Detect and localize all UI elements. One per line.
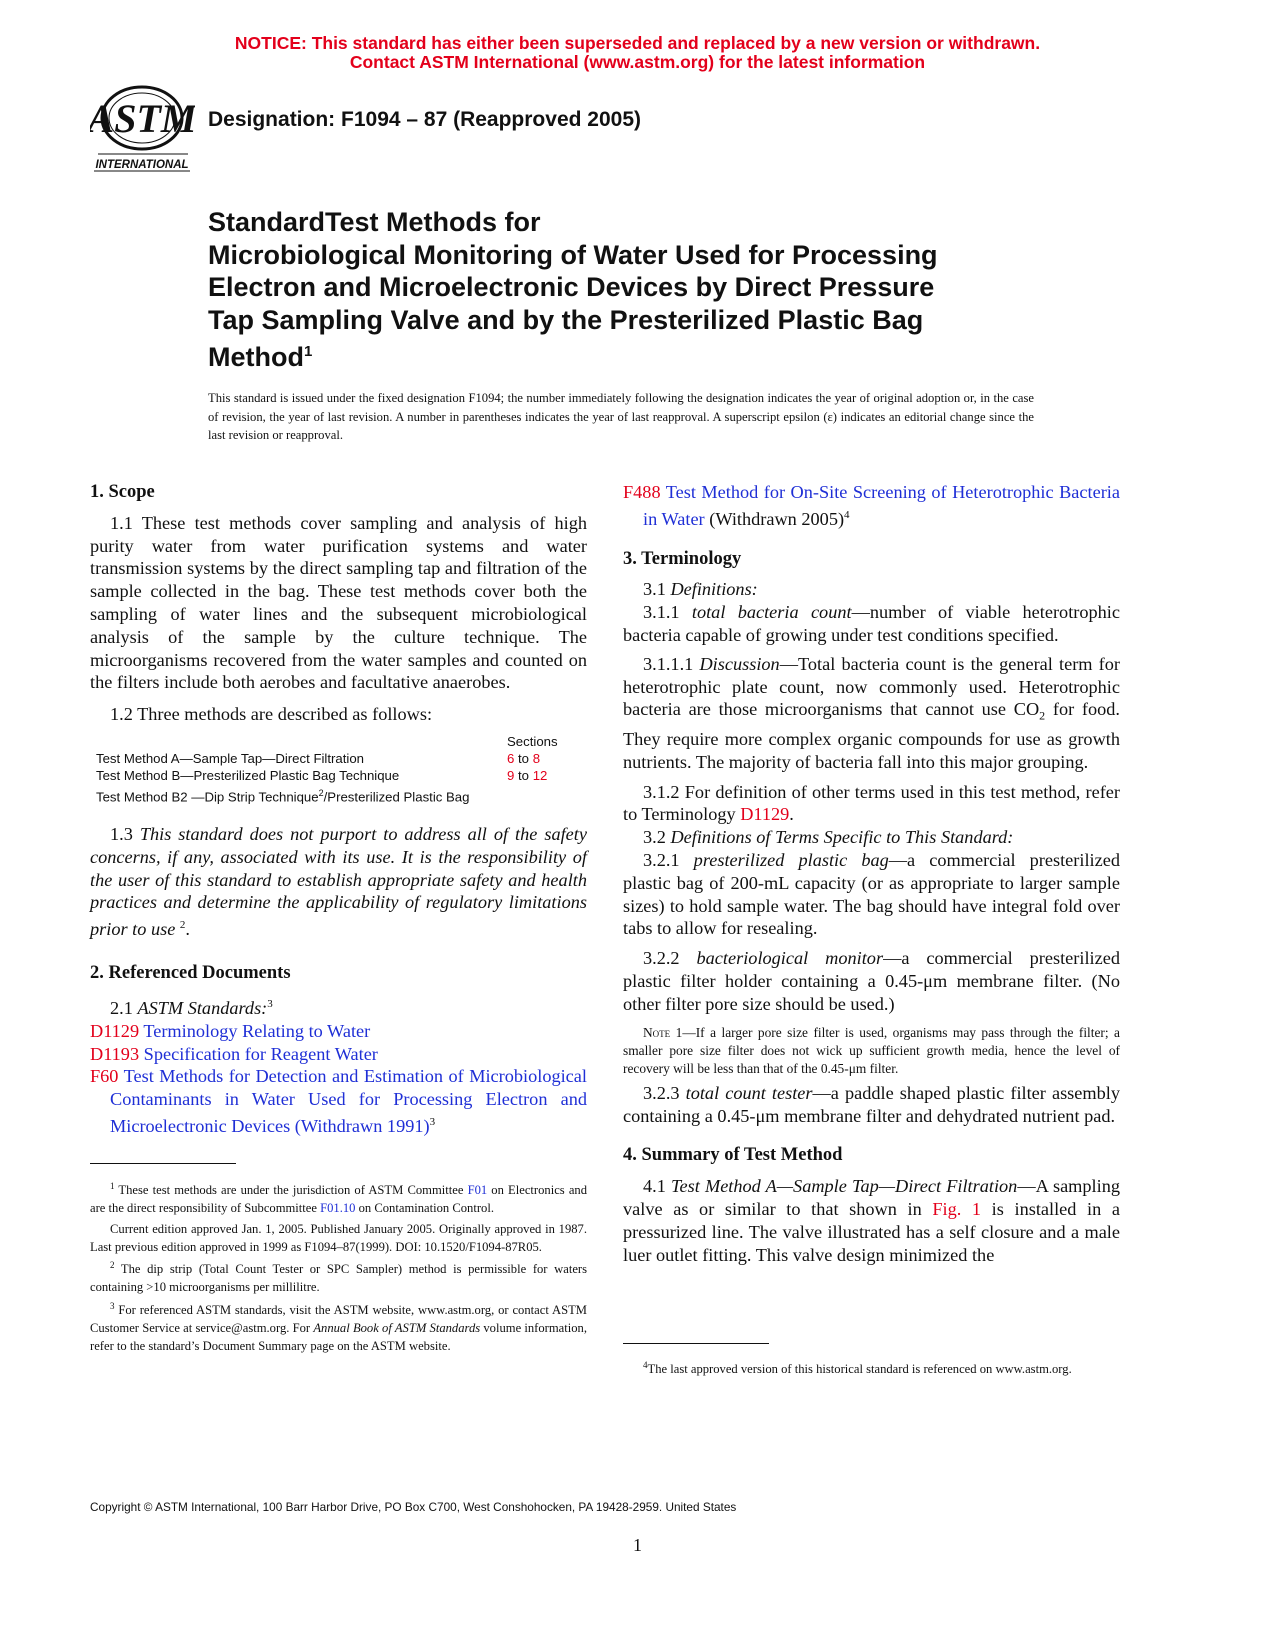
para-3-1-1-num: 3.1.1 xyxy=(643,602,680,623)
para-3-2-num: 3.2 xyxy=(643,827,666,848)
para-3-1-1 xyxy=(623,601,1120,647)
para-3-1-1-term: total bacteria count xyxy=(691,602,852,623)
method-b2-sup: 2 xyxy=(318,787,324,798)
title-line-5 xyxy=(208,336,1088,374)
terminology-d1129-link[interactable]: D1129 xyxy=(740,804,790,825)
footnote-4-text: The last approved version of this historical standard is referenced on www.astm.org. xyxy=(647,1362,1072,1377)
method-a-sections xyxy=(507,751,540,768)
footnote-1-text-b: on Electronics and are the direct responsibility of Subcommittee xyxy=(90,1183,588,1216)
co2-subscript: 2 xyxy=(1039,709,1046,724)
subcommittee-f01-10-link[interactable]: F01.10 xyxy=(320,1201,356,1216)
para-3-2 xyxy=(623,826,1120,849)
para-3-2-3-num: 3.2.3 xyxy=(643,1082,680,1103)
para-3-1-1-text: —number of viable heterotrophic bacteria capable of growing under test conditions specified. xyxy=(623,602,1120,646)
para-1-3 xyxy=(90,823,587,941)
footnote-4-mark: 4 xyxy=(643,1360,648,1370)
section-scope-heading: 1. Scope xyxy=(90,482,155,502)
ref-f60-title-link[interactable]: Test Methods for Detection and Estimation of Microbiological Contaminants in Water Used for Processing Electron and Microelectronic Devices (Withdrawn 1991) xyxy=(110,1066,587,1137)
footnote-3 xyxy=(90,1297,587,1356)
section-terminology-heading: 3. Terminology xyxy=(623,548,742,569)
figure-1-link[interactable]: Fig. 1 xyxy=(932,1199,982,1220)
page-title xyxy=(208,206,1088,374)
method-b-to-word: to xyxy=(518,767,530,783)
para-4-1-text-b: is installed in a pressurized line. The valve illustrated has a self closure and a male luer outlet fitting. This valve design minimized the xyxy=(623,1199,1120,1265)
footnote-1-edition: Current edition approved Jan. 1, 2005. Published January 2005. Originally approved in 1987. Last previous edition approved in 1999 as F1094–87(1999). DOI: 10.1520/F1094-87R05. xyxy=(90,1221,587,1254)
page-number: 1 xyxy=(633,1535,642,1555)
footnote-2 xyxy=(90,1256,587,1297)
note-1-text: —If a larger pore size filter is used, organisms may pass through the filter; a smaller pore size filter does not wick up sufficient growth media, hence the level of recovery will be less than that of the 0.45-μm filter. xyxy=(623,1025,1120,1077)
notice-line-2: Contact ASTM International (www.astm.org) for the latest information xyxy=(349,52,926,72)
para-1-3-sup: 2 xyxy=(179,919,186,932)
para-3-2-3 xyxy=(623,1082,1120,1128)
footnote-3-text-a: For referenced ASTM standards, visit the ASTM website, www.astm.org, or contact ASTM Customer Service at service@astm.org. For xyxy=(90,1302,587,1335)
para-3-2-2-num: 3.2.2 xyxy=(643,948,680,969)
para-1-3-end: . xyxy=(185,919,190,940)
title-line-3: Electron and Microelectronic Devices by Direct Pressure xyxy=(208,272,935,302)
footnote-2-mark: 2 xyxy=(110,1260,115,1270)
method-b-sections xyxy=(507,768,547,785)
notice-banner xyxy=(0,34,1275,72)
note-1 xyxy=(623,1024,1120,1077)
ref-d1129 xyxy=(90,1020,587,1043)
method-b-from-link[interactable]: 9 xyxy=(507,767,515,783)
title-line-4: Tap Sampling Valve and by the Presterilized Plastic Bag xyxy=(208,304,924,335)
footnote-1-text-c: on Contamination Control. xyxy=(355,1201,494,1216)
para-4-1 xyxy=(623,1175,1120,1266)
para-2-1-num: 2.1 xyxy=(110,997,133,1018)
ref-d1193-title-link[interactable]: Specification for Reagent Water xyxy=(143,1043,378,1064)
para-2-1 xyxy=(90,993,587,1020)
method-b-label: Test Method B—Presterilized Plastic Bag Technique xyxy=(96,767,400,783)
footnotes-left xyxy=(90,1177,587,1355)
para-3-1-1-1-end: for food. They require more complex organic compounds for use as growth nutrients. The majority of bacteria fall into this major grouping. xyxy=(623,699,1120,772)
astm-logo-icon xyxy=(90,84,195,174)
method-b2-label xyxy=(96,785,476,806)
ref-f488-tail: (Withdrawn 2005) xyxy=(704,508,845,529)
ref-f60-code-link[interactable]: F60 xyxy=(90,1066,119,1087)
para-1-1: 1.1 These test methods cover sampling and analysis of high purity water from water purification systems and water transmission systems by the direct sampling tap and filtration of the sample collected in the bag. These test methods cover both the sampling of water lines and the subsequent microbiological analysis of the sample by the culture technique. The microorganisms recovered from the water samples and counted on the filters include both aerobes and facultative anaerobes. xyxy=(90,512,587,693)
left-column xyxy=(90,481,587,1138)
para-3-2-1-text: —a commercial presterilized plastic bag of 200-mL capacity (or as appropriate to larger sample sizes) to hold sample water. The bag should have integral fold over tabs to allow for resealing. xyxy=(623,849,1120,939)
footnote-1 xyxy=(90,1177,587,1218)
note-1-label: Note 1 xyxy=(643,1025,683,1041)
ref-f488-title-link[interactable]: Test Method for On-Site Screening of Heterotrophic Bacteria in Water xyxy=(643,482,1120,529)
para-3-1-1-1 xyxy=(623,653,1120,774)
logo-caption: INTERNATIONAL xyxy=(95,159,189,171)
para-3-1-2-text: 3.1.2 For definition of other terms used in this test method, refer to Terminology xyxy=(623,781,1120,825)
method-b-to-link[interactable]: 12 xyxy=(532,767,548,783)
para-3-1-2 xyxy=(623,781,1120,827)
para-3-2-3-term: total count tester xyxy=(685,1082,813,1103)
para-4-1-num: 4.1 xyxy=(643,1176,666,1197)
para-2-1-text: ASTM Standards: xyxy=(137,997,268,1018)
para-3-2-1 xyxy=(623,849,1120,940)
ref-f60 xyxy=(90,1065,587,1137)
issued-note: This standard is issued under the fixed designation F1094; the number immediately following the designation indicates the year of original adoption or, in the case of revision, the year of last revision. A number in parentheses indicates the year of last reapproval. A superscript epsilon (ε) indicates an editorial change since the last revision or reapproval. xyxy=(208,391,1034,443)
method-a-to-word: to xyxy=(518,750,530,766)
footnotes-right xyxy=(623,1356,1120,1378)
method-a-to-link[interactable]: 8 xyxy=(532,750,541,766)
para-1-2: 1.2 Three methods are described as follows: xyxy=(110,704,433,725)
ref-d1129-code-link[interactable]: D1129 xyxy=(90,1020,140,1041)
para-4-1-text-a: —A sampling valve as or similar to that shown in xyxy=(623,1176,1120,1220)
para-3-2-text: Definitions of Terms Specific to This Standard: xyxy=(670,827,1014,848)
footnote-3-italic: Annual Book of ASTM Standards xyxy=(313,1320,481,1335)
ref-f488 xyxy=(623,481,1120,531)
para-3-1-1-1-term: Discussion xyxy=(699,653,780,674)
para-3-1-1-1-num: 3.1.1.1 xyxy=(643,653,694,674)
para-3-2-2 xyxy=(623,947,1120,1015)
ref-d1129-title-link[interactable]: Terminology Relating to Water xyxy=(143,1020,371,1041)
para-3-2-3-text: —a paddle shaped plastic filter assembly containing a 0.45-μm membrane filter and dehydrated nutrient pad. xyxy=(623,1082,1120,1126)
footnote-1-mark: 1 xyxy=(110,1181,115,1191)
para-3-1 xyxy=(623,578,1120,601)
ref-d1193-code-link[interactable]: D1193 xyxy=(90,1043,140,1064)
committee-f01-link[interactable]: F01 xyxy=(467,1183,488,1198)
para-3-2-2-text: —a commercial presterilized plastic filter holder containing a 0.45-μm membrane filter. (No other filter pore size should be used.) xyxy=(623,948,1120,1014)
footnote-1-text-a: These test methods are under the jurisdiction of ASTM Committee xyxy=(118,1183,468,1198)
para-3-1-num: 3.1 xyxy=(643,579,666,600)
ref-d1193 xyxy=(90,1043,587,1066)
para-2-1-sup: 3 xyxy=(267,997,273,1010)
title-footnote-mark: 1 xyxy=(303,343,313,360)
ref-f60-sup: 3 xyxy=(429,1115,436,1128)
notice-line-1: NOTICE: This standard has either been superseded and replaced by a new version or withdrawn. xyxy=(234,33,1041,53)
para-3-2-2-term: bacteriological monitor xyxy=(696,948,884,969)
ref-f488-sup: 4 xyxy=(844,508,850,521)
footnote-divider-right xyxy=(623,1343,769,1344)
copyright: Copyright © ASTM International, 100 Barr Harbor Drive, PO Box C700, West Conshohocken, PA 19428-2959. United States xyxy=(90,1500,737,1514)
section-summary-heading: 4. Summary of Test Method xyxy=(623,1145,843,1166)
para-3-2-1-term: presterilized plastic bag xyxy=(693,849,889,870)
svg-text:ASTM: ASTM xyxy=(90,96,195,141)
title-line-1: StandardTest Methods for xyxy=(208,207,541,237)
method-b2-text-b: /Presterilized Plastic Bag xyxy=(323,789,470,805)
right-column xyxy=(623,481,1120,1266)
method-b2-text-a: Test Method B2 —Dip Strip Technique xyxy=(96,789,319,805)
sections-header: Sections xyxy=(507,733,558,749)
para-3-1-text: Definitions: xyxy=(670,579,758,600)
ref-f488-code-link[interactable]: F488 xyxy=(623,482,661,502)
footnote-3-text-b: volume information, refer to the standard’s Document Summary page on the ASTM website. xyxy=(90,1320,587,1354)
method-a-from-link[interactable]: 6 xyxy=(507,750,515,766)
para-1-3-text: This standard does not purport to address all of the safety concerns, if any, associated with its use. It is the responsibility of the user of this standard to establish appropriate safety and health practices and determine the applicability of regulatory limitations prior to use xyxy=(90,823,587,940)
footnote-4 xyxy=(623,1356,1120,1378)
para-1-3-num: 1.3 xyxy=(110,823,133,844)
section-refdocs-heading: 2. Referenced Documents xyxy=(90,963,291,984)
methods-table xyxy=(90,728,587,823)
title-line-2: Microbiological Monitoring of Water Used for Processing xyxy=(208,239,938,270)
method-a-label: Test Method A—Sample Tap—Direct Filtration xyxy=(96,750,365,766)
para-3-1-2-end: . xyxy=(789,804,794,825)
para-4-1-term: Test Method A—Sample Tap—Direct Filtration xyxy=(671,1176,1018,1197)
footnote-3-mark: 3 xyxy=(110,1300,115,1311)
para-3-2-1-num: 3.2.1 xyxy=(643,849,680,870)
title-line-5-text: Method xyxy=(208,342,304,372)
designation: Designation: F1094 – 87 (Reapproved 2005) xyxy=(208,108,641,131)
footnote-2-text: The dip strip (Total Count Tester or SPC Sampler) method is permissible for waters containing >10 microorganisms per millilitre. xyxy=(90,1262,587,1295)
para-3-1-1-1-text: —Total bacteria count is the general term for heterotrophic plate count, now commonly used. Heterotrophic bacteria are those microorganisms that cannot use CO xyxy=(623,653,1121,720)
footnote-divider-left xyxy=(90,1163,236,1164)
